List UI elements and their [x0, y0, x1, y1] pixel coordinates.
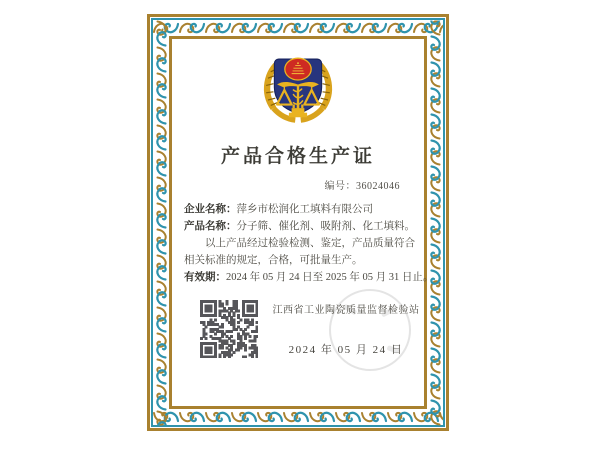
top-ornament-strip [153, 20, 443, 36]
validity-field [184, 269, 434, 286]
issue-date: 2024 年 05 月 24 日 [288, 344, 404, 356]
issuer-name: 江西省工业陶瓷质量监督检验站 [272, 305, 420, 316]
qr-code [200, 300, 258, 358]
conformity-statement: 以上产品经过检验检测、鉴定，产品质量符合相关标准的规定，合格，可批量生产。 [184, 238, 415, 266]
company-name-field [184, 201, 420, 218]
serial-value: 36024046 [356, 181, 400, 192]
validity-value: 2024 年 05 月 24 日至 2025 年 05 月 31 日止。 [226, 272, 434, 283]
product-name-label: 产品名称： [184, 221, 237, 232]
serial-number [172, 177, 424, 192]
ornamental-border [151, 18, 445, 427]
product-name-value: 分子筛、催化剂、吸附剂、化工填料。 [236, 221, 415, 232]
right-ornament-strip [427, 20, 443, 425]
company-name-value: 萍乡市松润化工填料有限公司 [236, 204, 373, 215]
certificate-title: 产品合格生产证 [220, 146, 375, 167]
serial-label: 编号： [324, 181, 356, 192]
quality-supervision-emblem-icon [252, 50, 344, 130]
product-name-field [184, 218, 420, 235]
left-ornament-strip [153, 20, 169, 425]
certificate-frame [147, 14, 449, 431]
validity-label: 有效期： [184, 272, 226, 283]
company-name-label: 企业名称： [184, 204, 237, 215]
certificate-body [169, 36, 434, 409]
issuer-block [268, 291, 424, 407]
certificate-footer [172, 291, 424, 407]
certificate-text-block [184, 201, 434, 286]
bottom-ornament-strip [153, 409, 443, 425]
